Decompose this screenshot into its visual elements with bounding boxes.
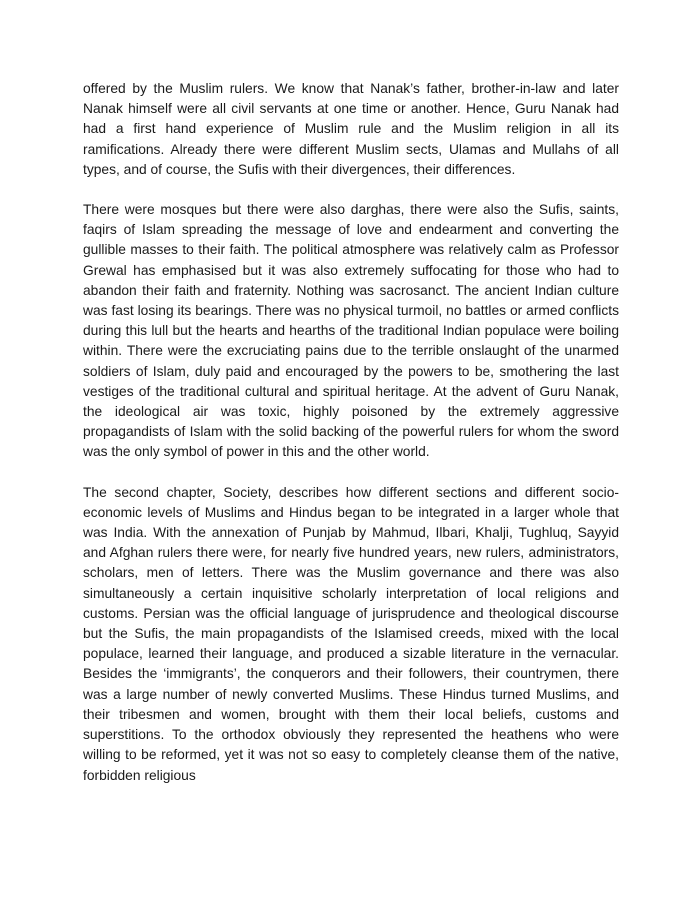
paragraph-3: The second chapter, Society, describes how different sections and different socio-economic levels of Muslims and Hindus began to be integrated in a larger whole that was India. With the annexation of Punjab by Mahmud, Ilbari, Khalji, Tughluq, Sayyid and Afghan rulers there were, for nearly five hundred years, new rulers, administrators, scholars, men of letters. There was the Muslim governance and there was also simultaneously a certain inquisitive scholarly interpretation of local religions and customs. Persian was the official language of jurisprudence and theological discourse but the Sufis, the main propagandists of the Islamised creeds, mixed with the local populace, learned their language, and produced a sizable literature in the vernacular. Besides the ‘immigrants’, the conquerors and their followers, their countrymen, there was a large number of newly converted Muslims. These Hindus turned Muslims, and their tribesmen and women, brought with them their local beliefs, customs and superstitions. To the orthodox obviously they represented the heathens who were willing to be reformed, yet it was not so easy to completely cleanse them of the native, forbidden religious xyxy=(83,484,619,783)
document-page xyxy=(83,79,619,806)
paragraph-2: There were mosques but there were also darghas, there were also the Sufis, saints, faqirs of Islam spreading the message of love and endearment and converting the gullible masses to their faith. The political atmosphere was relatively calm as Professor Grewal has emphasised but it was also extremely suffocating for those who had to abandon their faith and fraternity. Nothing was sacrosanct. The ancient Indian culture was fast losing its bearings. There was no physical turmoil, no battles or armed conflicts during this lull but the hearts and hearths of the traditional Indian populace were boiling within. There were the excruciating pains due to the terrible onslaught of the unarmed soldiers of Islam, duly paid and encouraged by the powers to be, smothering the last vestiges of the traditional cultural and spiritual heritage. At the advent of Guru Nanak, the ideological air was toxic, highly poisoned by the extremely aggressive propagandists of Islam with the solid backing of the powerful rulers for whom the sword was the only symbol of power in this and the other world. xyxy=(83,202,619,460)
paragraph-1: offered by the Muslim rulers. We know that Nanak’s father, brother-in-law and later Nanak himself were all civil servants at one time or another. Hence, Guru Nanak had had a first hand experience of Muslim rule and the Muslim religion in all its ramifications. Already there were different Muslim sects, Ulamas and Mullahs of all types, and of course, the Sufis with their divergences, their differences. xyxy=(83,81,619,177)
